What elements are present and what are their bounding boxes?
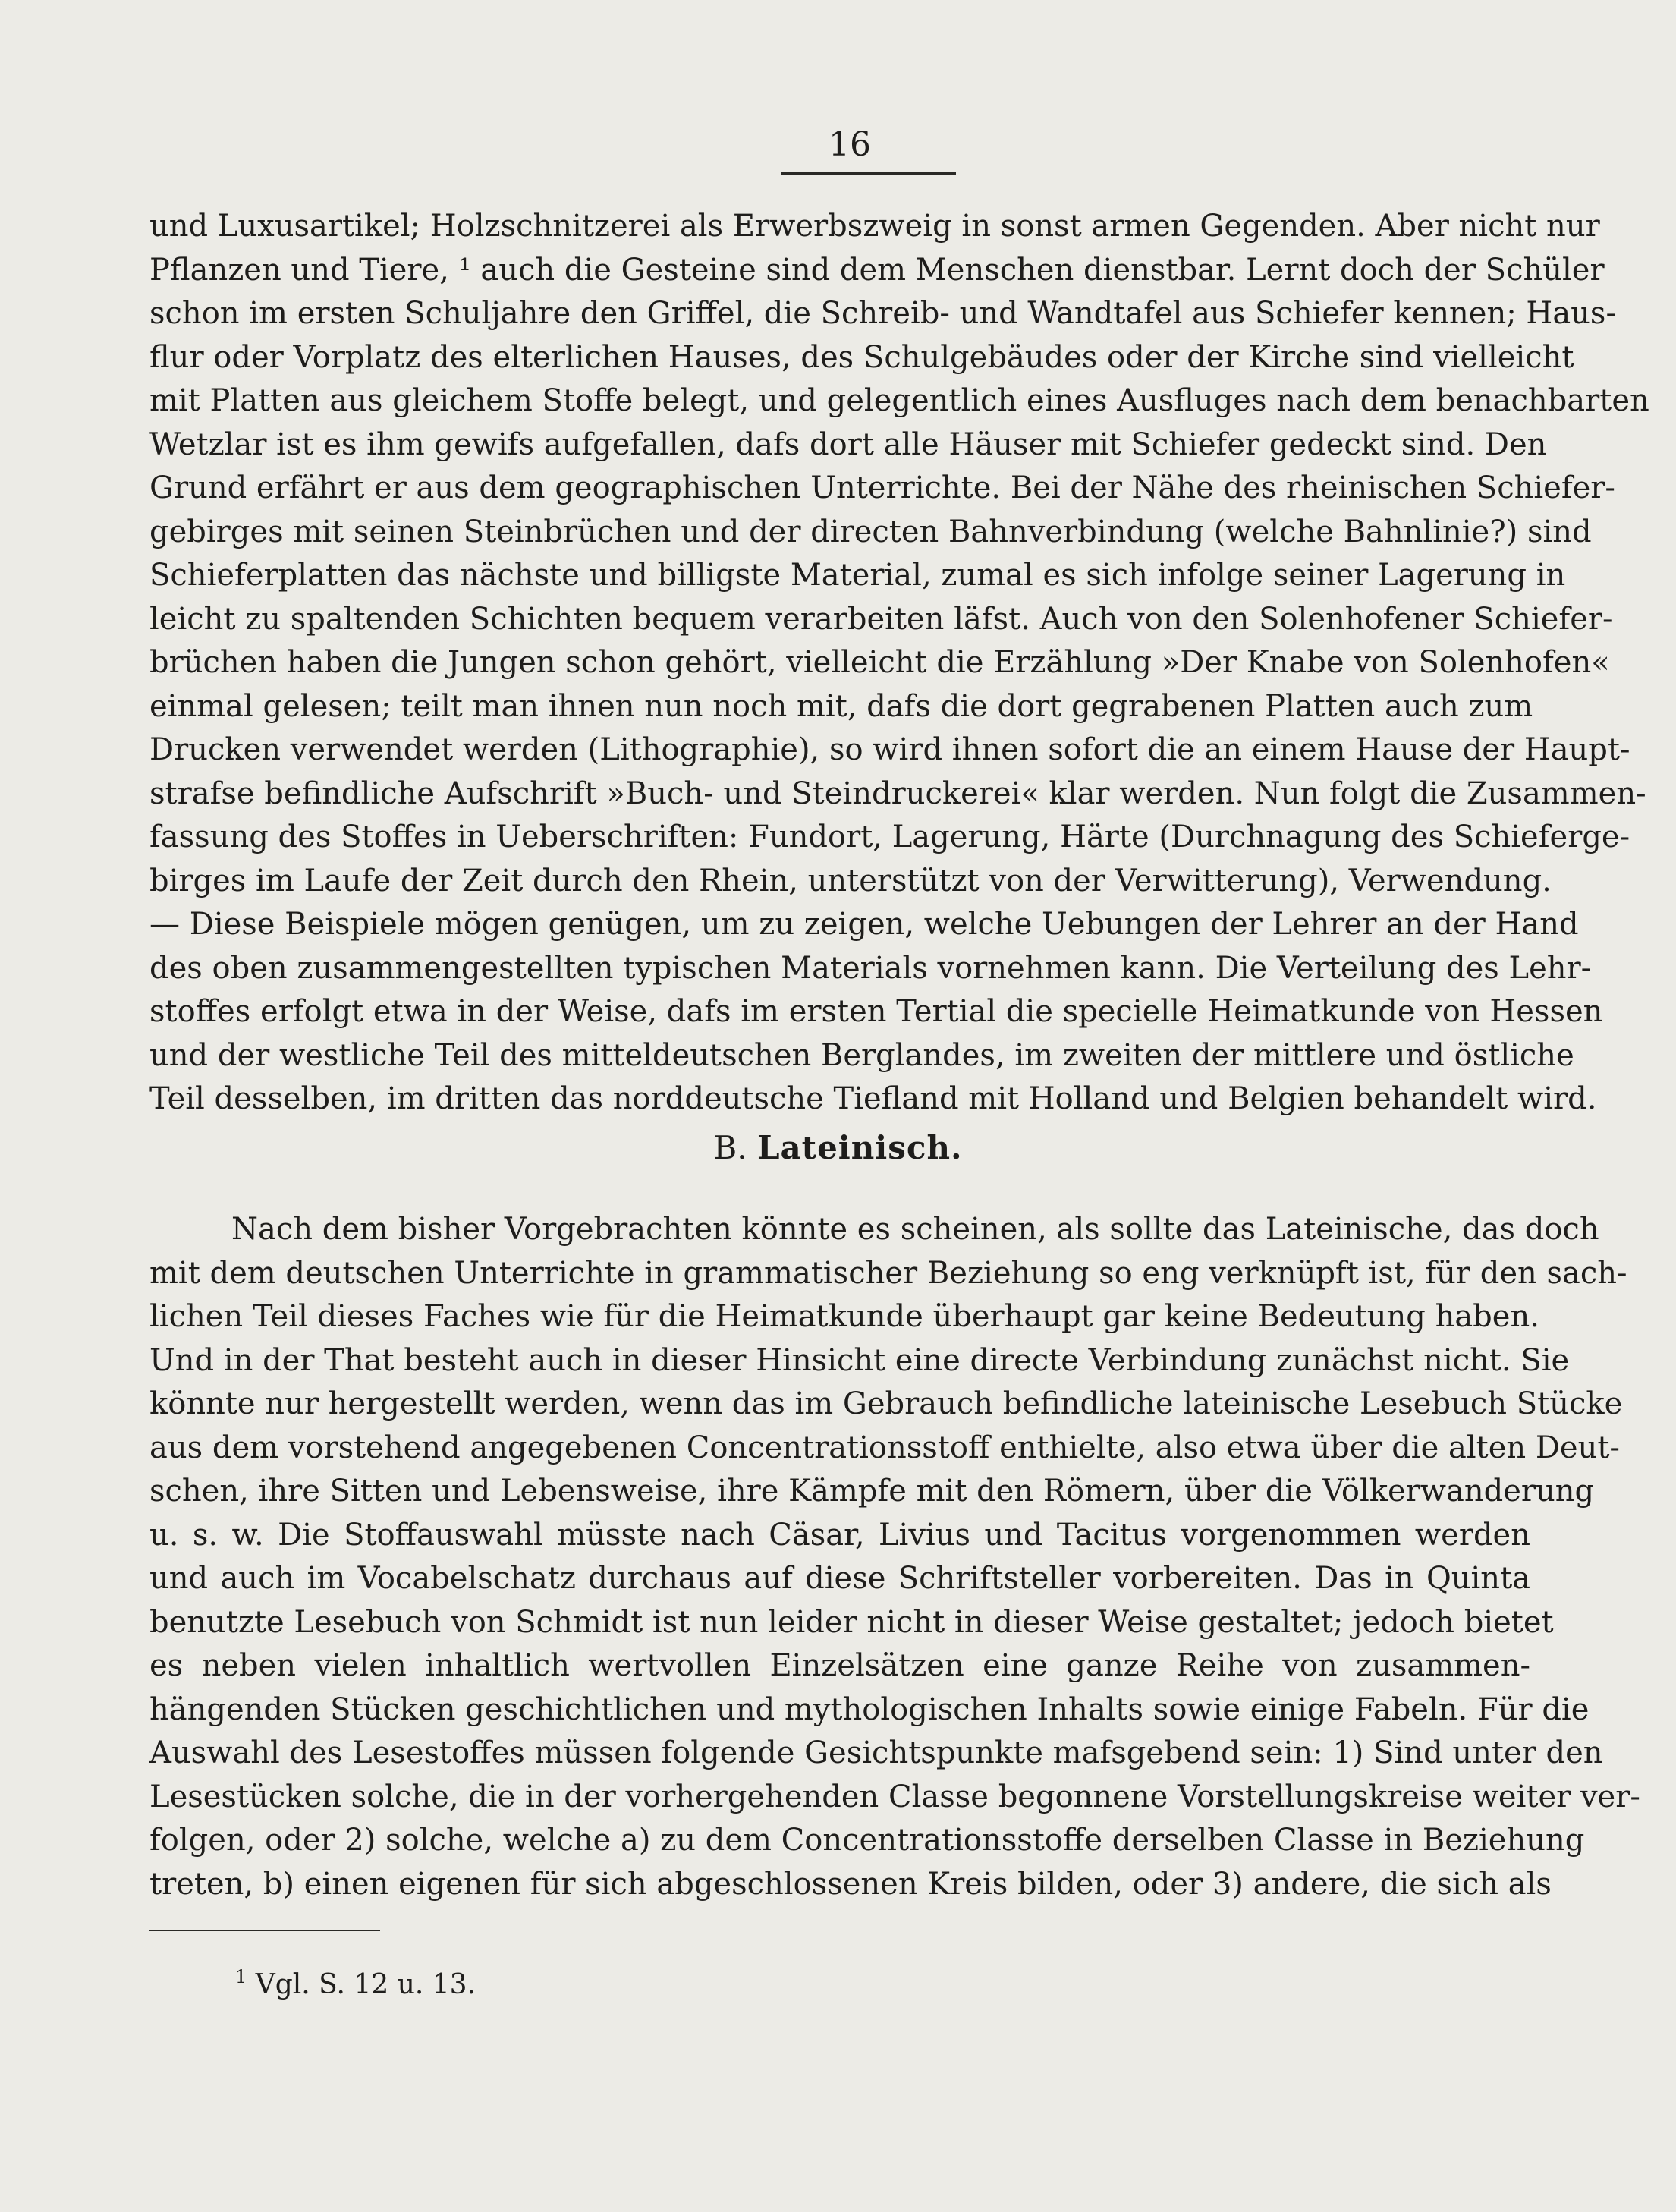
text-line: einmal gelesen; teilt man ihnen nun noch mit, dafs die dort gegrabenen Platten auch zum: [149, 688, 1533, 724]
text-line: treten, b) einen eigenen für sich abgeschlossenen Kreis bilden, oder 3) andere, die sich als: [149, 1866, 1552, 1902]
page-number: 16: [829, 125, 871, 164]
text-line: Wetzlar ist es ihm gewifs aufgefallen, dafs dort alle Häuser mit Schiefer gedeckt sind. Den: [149, 426, 1547, 462]
text-line: u. s. w. Die Stoffauswahl müsste nach Cäsar, Livius und Tacitus vorgenommen werden: [149, 1517, 1530, 1553]
section-heading-letter: B.: [713, 1129, 747, 1166]
text-line: es neben vielen inhaltlich wertvollen Einzelsätzen eine ganze Reihe von zusammen-: [149, 1648, 1530, 1683]
page-number-rule: [781, 172, 956, 175]
text-line: des oben zusammengestellten typischen Materials vornehmen kann. Die Verteilung des Lehr-: [149, 950, 1592, 986]
text-line: und der westliche Teil des mitteldeutschen Berglandes, im zweiten der mittlere und östliche: [149, 1037, 1574, 1073]
text-line: Nach dem bisher Vorgebrachten könnte es scheinen, als sollte das Lateinische, das doch: [231, 1212, 1599, 1247]
text-line: Grund erfährt er aus dem geographischen Unterrichte. Bei der Nähe des rheinischen Schiefer-: [149, 470, 1615, 505]
footnote-text: Vgl. S. 12 u. 13.: [255, 1969, 476, 2000]
text-line: Schieferplatten das nächste und billigste Material, zumal es sich infolge seiner Lagerung in: [149, 558, 1566, 593]
text-line: lichen Teil dieses Faches wie für die Heimatkunde überhaupt gar keine Bedeutung haben.: [149, 1299, 1539, 1334]
text-line: mit Platten aus gleichem Stoffe belegt, und gelegentlich eines Ausfluges nach dem benachbarten: [149, 383, 1649, 418]
text-line: und auch im Vocabelschatz durchaus auf diese Schriftsteller vorbereiten. Das in Quinta: [149, 1561, 1530, 1596]
text-line: folgen, oder 2) solche, welche a) zu dem Concentrationsstoffe derselben Classe in Beziehung: [149, 1823, 1585, 1858]
text-line: Teil desselben, im dritten das norddeutsche Tiefland mit Holland und Belgien behandelt wird.: [149, 1081, 1597, 1116]
text-line: brüchen haben die Jungen schon gehört, vielleicht die Erzählung »Der Knabe von Solenhofen«: [149, 645, 1610, 680]
text-line: Und in der That besteht auch in dieser Hinsicht eine directe Verbindung zunächst nicht. Sie: [149, 1342, 1570, 1378]
footnote: [235, 1958, 476, 2004]
text-line: könnte nur hergestellt werden, wenn das im Gebrauch befindliche lateinische Lesebuch Stücke: [149, 1386, 1623, 1421]
text-line: Auswahl des Lesestoffes müssen folgende Gesichtspunkte mafsgebend sein: 1) Sind unter den: [149, 1735, 1603, 1770]
text-line: flur oder Vorplatz des elterlichen Hauses, des Schulgebäudes oder der Kirche sind vielleicht: [149, 339, 1574, 375]
text-line: fassung des Stoffes in Ueberschriften: Fundort, Lagerung, Härte (Durchnagung des Schieferge-: [149, 820, 1630, 854]
text-line: hängenden Stücken geschichtlichen und mythologischen Inhalts sowie einige Fabeln. Für die: [149, 1691, 1590, 1727]
text-line: Pflanzen und Tiere, ¹ auch die Gesteine sind dem Menschen dienstbar. Lernt doch der Schüler: [149, 252, 1605, 288]
text-line: und Luxusartikel; Holzschnitzerei als Erwerbszweig in sonst armen Gegenden. Aber nicht nur: [149, 209, 1600, 244]
text-line: — Diese Beispiele mögen genügen, um zu zeigen, welche Uebungen der Lehrer an der Hand: [149, 907, 1579, 942]
text-line: aus dem vorstehend angegebenen Concentrationsstoff enthielte, also etwa über die alten Deut-: [149, 1430, 1620, 1465]
section-heading: [0, 1127, 1676, 1169]
footnote-marker: 1: [235, 1966, 247, 1987]
section-heading-title: Lateinisch.: [756, 1129, 963, 1166]
text-line: Drucken verwendet werden (Lithographie), so wird ihnen sofort die an einem Hause der Haupt-: [149, 732, 1630, 767]
text-line: strafse befindliche Aufschrift »Buch- und Steindruckerei« klar werden. Nun folgt die Zusammen-: [149, 776, 1646, 811]
text-line: mit dem deutschen Unterrichte in grammatischer Beziehung so eng verknüpft ist, für den sach-: [149, 1255, 1627, 1291]
text-line: benutzte Lesebuch von Schmidt ist nun leider nicht in dieser Weise gestaltet; jedoch bietet: [149, 1604, 1554, 1640]
text-line: schon im ersten Schuljahre den Griffel, die Schreib- und Wandtafel aus Schiefer kennen; Haus-: [149, 296, 1616, 331]
text-line: schen, ihre Sitten und Lebensweise, ihre Kämpfe mit den Römern, über die Völkerwanderung: [149, 1474, 1595, 1509]
paragraph-heimatkunde: [149, 205, 1649, 1122]
text-line: gebirges mit seinen Steinbrüchen und der directen Bahnverbindung (welche Bahnlinie?) sind: [149, 514, 1592, 549]
text-line: leicht zu spaltenden Schichten bequem verarbeiten läfst. Auch von den Solenhofener Schiefer-: [149, 601, 1613, 637]
text-line: stoffes erfolgt etwa in der Weise, dafs im ersten Tertial die specielle Heimatkunde von Hessen: [149, 994, 1603, 1029]
text-line: Lesestücken solche, die in der vorhergehenden Classe begonnene Vorstellungskreise weiter ver-: [149, 1779, 1640, 1814]
paragraph-lateinisch: [149, 1208, 1640, 1906]
footnote-rule: [149, 1930, 380, 1931]
text-line: birges im Laufe der Zeit durch den Rhein, unterstützt von der Verwitterung), Verwendung.: [149, 863, 1552, 898]
